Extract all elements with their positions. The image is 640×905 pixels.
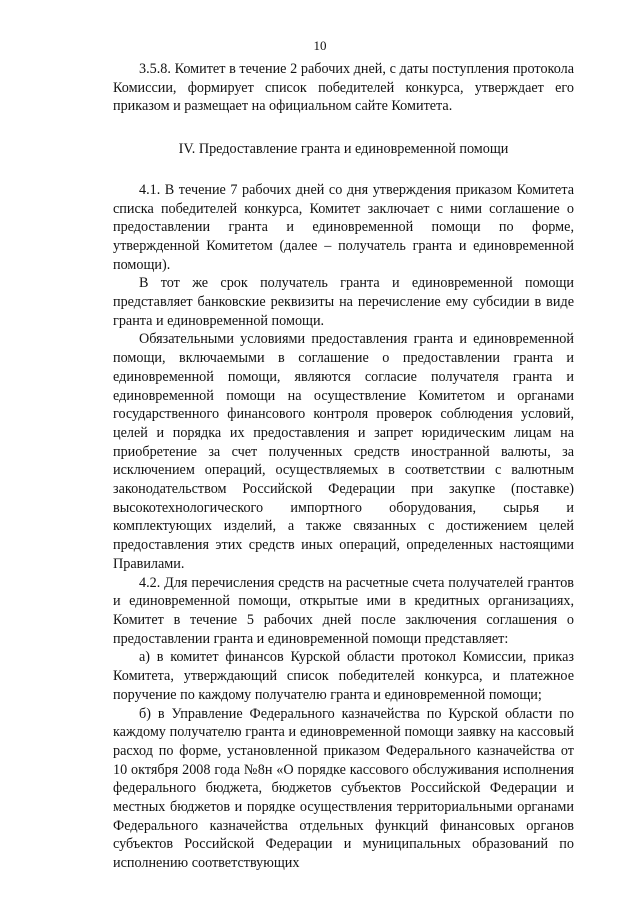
paragraph-item-b: б) в Управление Федерального казначейства по Курской области по каждому получателю гранта и единовременной помощи заявку на кассовый расход по форме, установленной приказом Федерального казначейства от 10 октября 2008 года №8н «О порядке кассового обслуживания исполнения федерального бюджета, бюджетов субъектов Российской Федерации и местных бюджетов и порядке осуществления территориальными органами Федерального казначейства отдельных функций финансовых органов субъектов Российской Федерации и муниципальных образований по исполнению соответствующих (113, 705, 574, 872)
paragraph-4-2: 4.2. Для перечисления средств на расчетные счета получателей грантов и единовременной помощи, открытые ими в кредитных организациях, Комитет в течение 5 рабочих дней после заключения соглашения о предоставлении гранта и единовременной помощи представляет: (113, 574, 574, 647)
paragraph-item-a: а) в комитет финансов Курской области протокол Комиссии, приказ Комитета, утверждающий список победителей конкурса, и платежное поручение по каждому получателю гранта и единовременной помощи; (113, 649, 574, 703)
paragraph-conditions: Обязательными условиями предоставления гранта и единовременной помощи, включаемыми в соглашение о предоставлении гранта и единовременной помощи, являются согласие получателя гранта и единовременной помощи на осуществление Комитетом и органами государственного финансового контроля проверок соблюдения условий, целей и порядка их предоставления и запрет юридическим лицам на приобретение за счет полученных средств иностранной валюты, за исключением операций, осуществляемых в соответствии с валютным законодательством Российской Федерации при закупке (поставке) высокотехнологического импортного оборудования, сырья и комплектующих изделий, а также связанных с достижением целей предоставления этих средств иных операций, определенных настоящими Правилами. (113, 331, 574, 572)
paragraph-3-5-8: 3.5.8. Комитет в течение 2 рабочих дней, с даты поступления протокола Комиссии, формирует список победителей конкурса, утверждает его приказом и размещает на официальном сайте Комитета. (113, 61, 574, 115)
page-number: 10 (313, 38, 327, 53)
paragraph-4-1: 4.1. В течение 7 рабочих дней со дня утверждения приказом Комитета списка победителей конкурса, Комитет заключает с ними соглашение о предоставлении гранта и единовременной помощи по форме, утвержденной Комитетом (далее – получатель гранта и единовременной помощи). (113, 181, 574, 273)
paragraph-bank-details: В тот же срок получатель гранта и единовременной помощи представляет банковские реквизиты на перечисление ему субсидии в виде гранта и единовременной помощи. (113, 275, 574, 329)
section-heading: IV. Предоставление гранта и единовременной помощи (178, 141, 509, 158)
document-body (113, 60, 574, 873)
